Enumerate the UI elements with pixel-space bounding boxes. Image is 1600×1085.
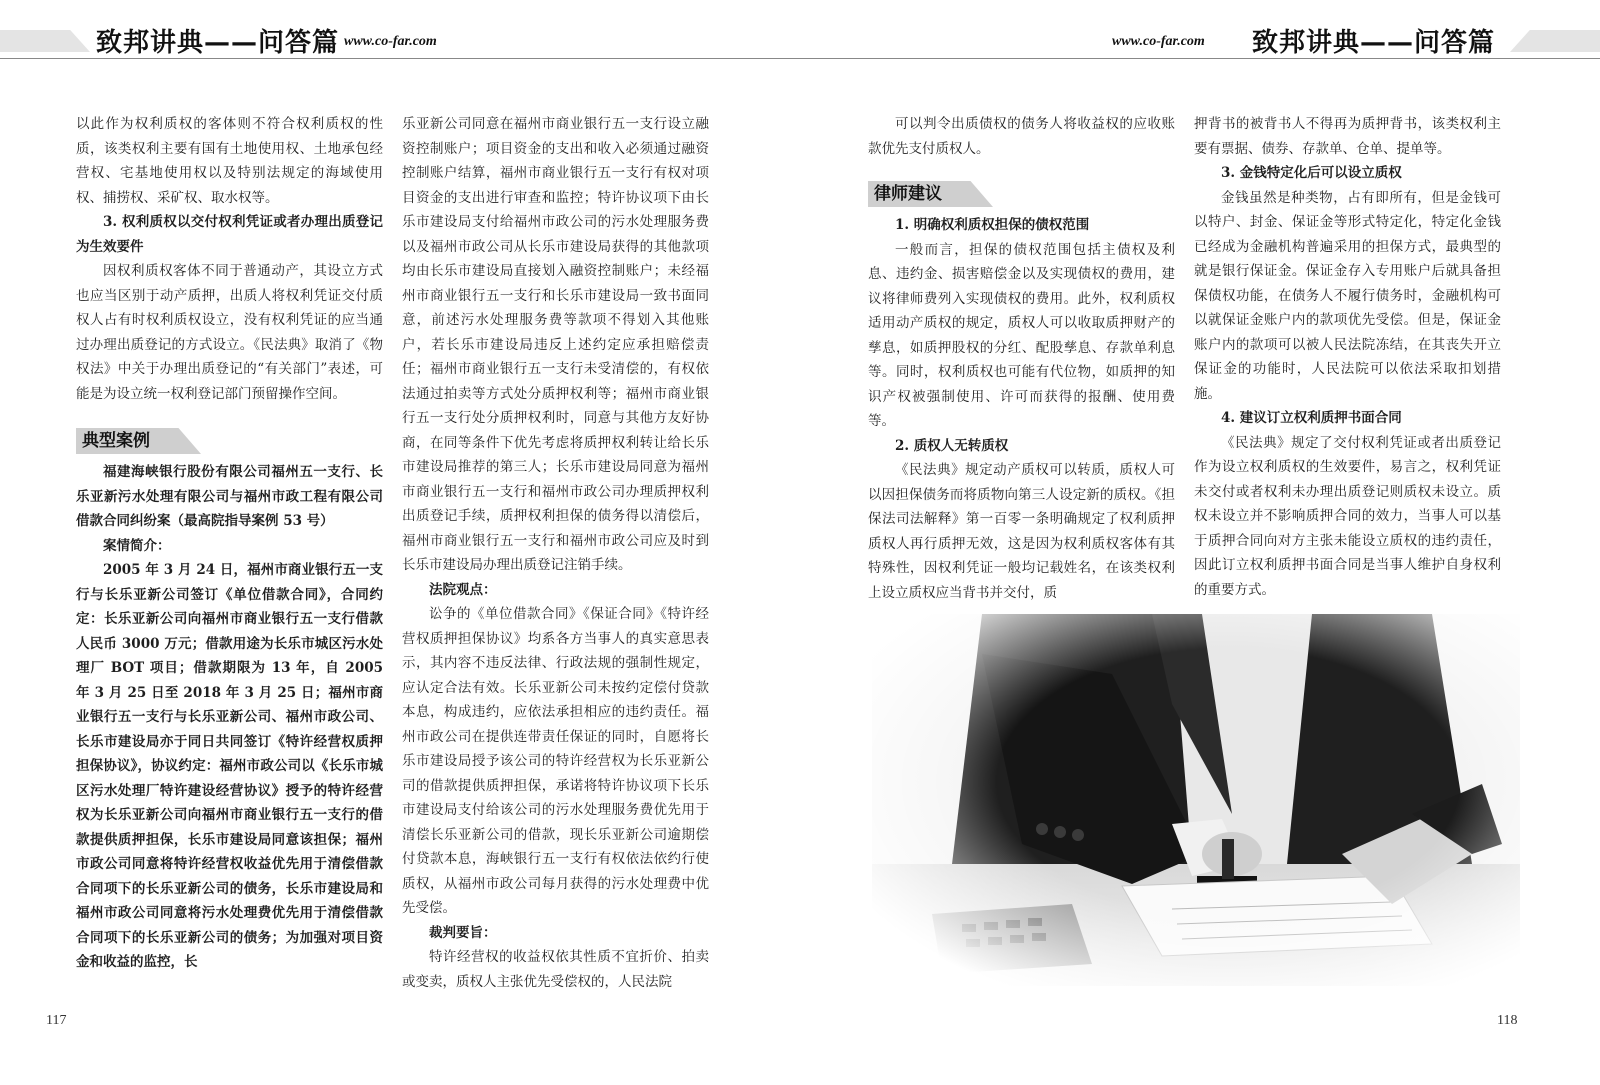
page-number-right: 118 [1497, 1013, 1518, 1028]
paragraph: 一般而言，担保的债权范围包括主债权及利息、违约金、损害赔偿金以及实现债权的费用，建议将律师费列入实现债权的费用。此外，权利质权适用动产质权的规定，质权人可以收取质押财产的孳息，如质押股权的分红、配股孳息、存款单利息等。同时，权利质权也可能有代位物，如质押的知识产权被强制使用、许可而获得的报酬、使用费等。 [868, 241, 1175, 429]
subheading: 1. 明确权利质权担保的债权范围 [895, 217, 1090, 233]
left-page-column-2 [402, 112, 709, 994]
subheading: 案情简介： [103, 537, 171, 554]
subheading: 裁判要旨： [429, 924, 497, 941]
paragraph: 可以判令出质债权的债务人将收益权的应收账款优先支付质权人。 [868, 116, 1175, 157]
paragraph: 因权利质权客体不同于普通动产，其设立方式也应当区别于动产质押，出质人将权利凭证交付质权人占有时权利质权设立，没有权利凭证的应当通过办理出质登记的方式设立。《民法典》取消了《物权法》中关于办理出质登记的“有关部门”表述，可能是为设立统一权利登记部门预留操作空间。 [76, 263, 383, 402]
right-page-column-1 [868, 112, 1175, 605]
section-header-lawyer-advice [868, 179, 1175, 209]
subheading: 3. 金钱特定化后可以设立质权 [1221, 165, 1402, 181]
section-header-typical-case [76, 426, 383, 456]
right-page-column-2 [1194, 112, 1501, 602]
page-number-left: 117 [46, 1013, 67, 1028]
paragraph: 金钱虽然是种类物，占有即所有，但是金钱可以特户、封金、保证金等形式特定化，特定化金钱已经成为金融机构普遍采用的担保方式，最典型的就是银行保证金。保证金存入专用账户后就具备担保债权功能，在债务人不履行债务时，金融机构可以就保证金账户内的款项优先受偿。但是，保证金账户内的款项可以被人民法院冻结，在其丧失开立保证金的功能时，人民法院可以依法采取扣划措施。 [1194, 189, 1501, 402]
header-right-url: www.co-far.com [1112, 34, 1205, 49]
paragraph: 乐亚新公司同意在福州市商业银行五一支行设立融资控制账户；项目资金的支出和收入必须通过融资控制账户结算，福州市商业银行五一支行有权对项目资金的支出进行审查和监控；特许协议项下由长乐市建设局支付给福州市政公司的污水处理服务费以及福州市政公司从长乐市建设局获得的其他款项均由长乐市建设局直接划入融资控制账户；未经福州市商业银行五一支行和长乐市建设局一致书面同意，前述污水处理服务费等款项不得划入其他账户，若长乐市建设局违反上述约定应承担赔偿责任；福州市商业银行五一支行未受清偿的，有权依法通过拍卖等方式处分质押权利等；福州市商业银行五一支行处分质押权利时，同意与其他方友好协商，在同等条件下优先考虑将质押权利转让给长乐市建设局推荐的第三人；长乐市建设局同意为福州市商业银行五一支行和福州市政公司办理质押权利出质登记手续，质押权利担保的债务得以清偿后，福州市商业银行五一支行和福州市政公司应及时到长乐市建设局办理出质登记注销手续。 [402, 116, 709, 573]
paragraph: 特许经营权的收益权依其性质不宜折价、拍卖或变卖，质权人主张优先受偿权的，人民法院 [402, 949, 709, 990]
paragraph: 讼争的《单位借款合同》《保证合同》《特许经营权质押担保协议》均系各方当事人的真实意思表示，其内容不违反法律、行政法规的强制性规定，应认定合法有效。长乐亚新公司未按约定偿付贷款本息，构成违约，应依法承担相应的违约责任。福州市政公司在提供连带责任保证的同时，自愿将长乐市建设局授予该公司的特许经营权为长乐亚新公司的借款提供质押担保，承诺将特许协议项下长乐市建设局支付给该公司的污水处理服务费优先用于清偿长乐亚新公司的借款，现长乐亚新公司逾期偿付贷款本息，海峡银行五一支行有权依法依约行使质权，从福州市政公司每月获得的污水处理费中优先受偿。 [402, 606, 709, 916]
paragraph: 2005 年 3 月 24 日，福州市商业银行五一支行与长乐亚新公司签订《单位借款合同》，合同约定：长乐亚新公司向福州市商业银行五一支行借款人民币 3000 万元；借款用途为长乐市城区污水处理厂 BOT 项目；借款期限为 13 年，自 2005 年 3 月 25 日至 2018 年 3 月 25 日；福州市商业银行五一支行与长乐亚新公司、福州市政公司、长乐市建设局亦于同日共同签订《特许经营权质押担保协议》，协议约定：福州市政公司以《长乐市城区污水处理厂特许建设经营协议》授予的特许经营权为长乐亚新公司向福州市商业银行五一支行的借款提供质押担保，长乐市建设局同意该担保；福州市政公司同意将特许经营权收益优先用于清偿借款合同项下的长乐亚新公司的债务，长乐市建设局和福州市政公司同意将污水处理费优先用于清偿借款合同项下的长乐亚新公司的债务；为加强对项目资金和收益的监控，长 [76, 562, 383, 970]
section-header-label: 律师建议 [874, 184, 942, 204]
paragraph: 《民法典》规定了交付权利凭证或者出质登记作为设立权利质权的生效要件，易言之，权利凭证未交付或者权利未办理出质登记则质权未设立。质权未设立并不影响质押合同的效力，当事人可以基于质押合同向对方主张未能设立质权的违约责任，因此订立权利质押书面合同是当事人维护自身权利的重要方式。 [1194, 434, 1501, 598]
paragraph: 押背书的被背书人不得再为质押背书，该类权利主要有票据、债券、存款单、仓单、提单等。 [1194, 116, 1501, 157]
header-right-decor-bar [1510, 30, 1600, 52]
case-title: 福建海峡银行股份有限公司福州五一支行、长乐亚新污水处理有限公司与福州市政工程有限公司借款合同纠纷案（最高院指导案例 53 号） [76, 464, 383, 529]
section-header-label: 典型案例 [82, 431, 150, 451]
person-stamping-document-photo [872, 614, 1520, 986]
paragraph: 以此作为权利质权的客体则不符合权利质权的性质，该类权利主要有国有土地使用权、土地承包经营权、宅基地使用权以及特别法规定的海域使用权、捕捞权、采矿权、取水权等。 [76, 116, 383, 206]
header-right-title: 致邦讲典——问答篇 [1252, 28, 1496, 58]
subheading: 法院观点： [429, 581, 497, 598]
subheading: 2. 质权人无转质权 [895, 437, 1009, 454]
subheading: 4. 建议订立权利质押书面合同 [1221, 410, 1402, 426]
header-left-decor-bar [0, 30, 90, 52]
paragraph: 《民法典》规定动产质权可以转质，质权人可以因担保债务而将质物向第三人设定新的质权。《担保法司法解释》第一百零一条明确规定了权利质押质权人再行质押无效，这是因为权利质权客体有其特殊性，因权利凭证一般均记载姓名，在该类权利上设立质权应当背书并交付，质 [868, 462, 1175, 601]
left-page-column-1 [76, 112, 383, 975]
subheading: 3. 权利质权以交付权利凭证或者办理出质登记为生效要件 [76, 214, 383, 255]
header-left-title: 致邦讲典——问答篇 [96, 28, 340, 58]
header-left-url: www.co-far.com [344, 34, 437, 49]
